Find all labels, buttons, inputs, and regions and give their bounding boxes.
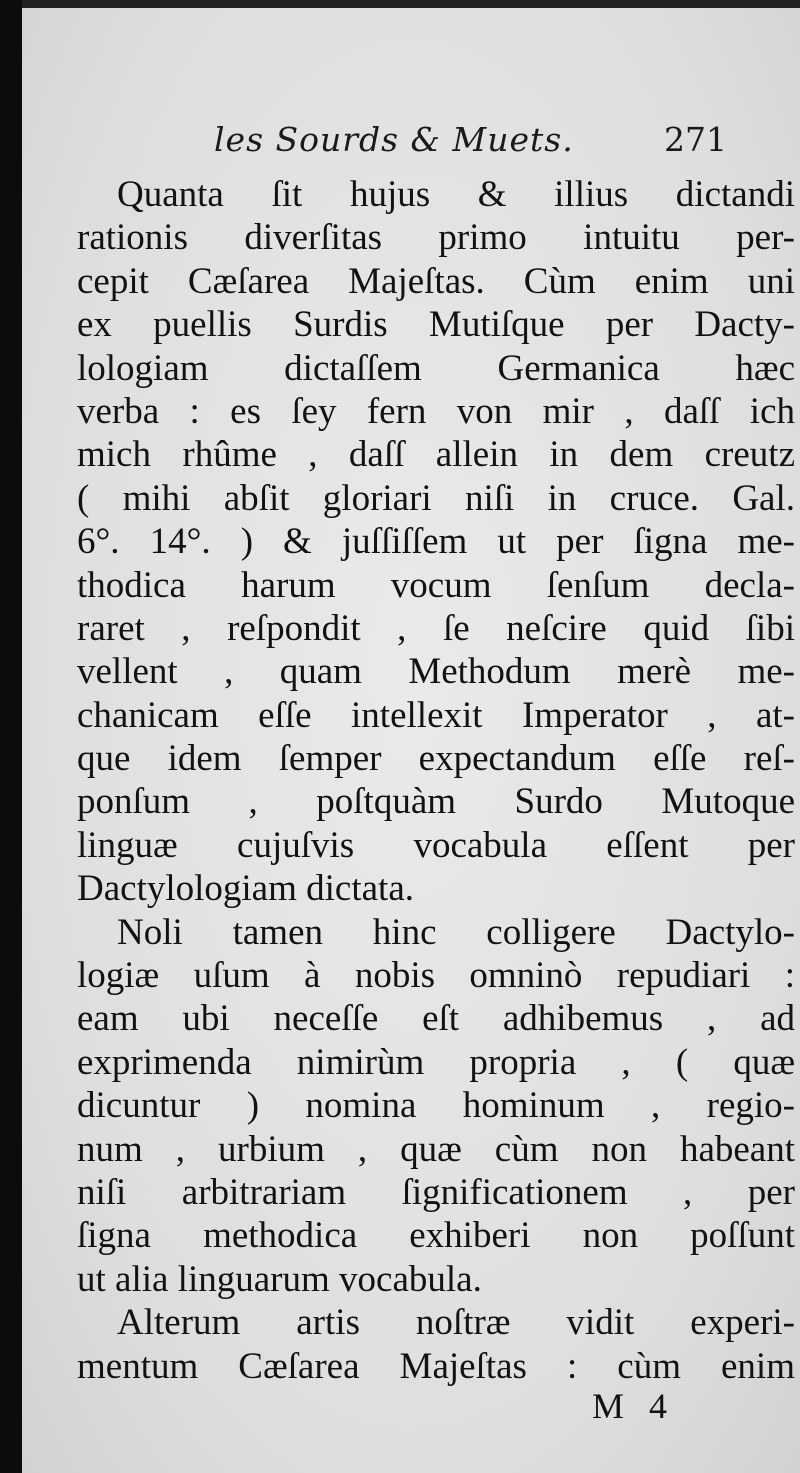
text-line: Alterum artis noſtræ vidit experi- [117,1302,795,1344]
text-line: logiæ uſum à nobis omninò repudiari : [77,955,795,997]
text-line: mich rhûme , daſſ allein in dem creutz [77,434,795,476]
text-line: que idem ſemper expectandum eſſe reſ- [77,738,795,780]
paragraph-3 [77,1301,795,1388]
text-line: ex puellis Surdis Mutiſque per Dacty- [77,304,795,346]
text-line: Noli tamen hinc colligere Dactylo- [117,911,795,953]
text-line: 6°. 14°. ) & juſſiſſem ut per ſigna me- [77,521,795,563]
text-line: chanicam eſſe intellexit Imperator , at- [77,694,795,736]
text-line: niſi arbitrariam ſignificationem , per [77,1171,795,1213]
text-line: lologiam dictaſſem Germanica hæc [77,347,795,389]
paragraph-2 [77,911,795,1302]
signature-mark: M 4 [592,1386,676,1426]
text-line: cepit Cæſarea Majeſtas. Cùm enim uni [77,260,795,302]
text-line: Dactylologiam dictata. [77,868,414,910]
text-line: ( mihi abſit gloriari niſi in cruce. Gal. [77,477,795,519]
text-line: mentum Cæſarea Majeſtas : cùm enim [77,1345,795,1387]
page-header [22,120,800,160]
paragraph-1 [77,173,795,911]
running-head: les Sourds & Muets. [214,120,574,159]
text-line: thodica harum vocum ſenſum decla- [77,564,795,606]
text-line: linguæ cujuſvis vocabula eſſent per [77,824,795,866]
text-line: verba : es ſey fern von mir , daſſ ich [77,390,795,432]
text-line: raret , reſpondit , ſe neſcire quid ſibi [77,607,795,649]
body-text [77,173,795,1388]
text-line: Quanta ſit hujus & illius dictandi [117,174,795,215]
text-line: dicuntur ) nomina hominum , regio- [77,1085,795,1127]
text-line: num , urbium , quæ cùm non habeant [77,1128,795,1170]
text-line: ut alia linguarum vocabula. [77,1258,482,1300]
text-line: ponſum , poſtquàm Surdo Mutoque [77,781,795,823]
text-line: ſigna methodica exhiberi non poſſunt [77,1215,795,1257]
text-line: exprimenda nimirùm propria , ( quæ [77,1041,795,1083]
text-line: vellent , quam Methodum merè me- [77,651,795,693]
text-line: eam ubi neceſſe eſt adhibemus , ad [77,998,795,1040]
book-page [22,0,800,1473]
page-number: 271 [664,120,727,159]
text-line: rationis diverſitas primo intuitu per- [77,217,795,259]
